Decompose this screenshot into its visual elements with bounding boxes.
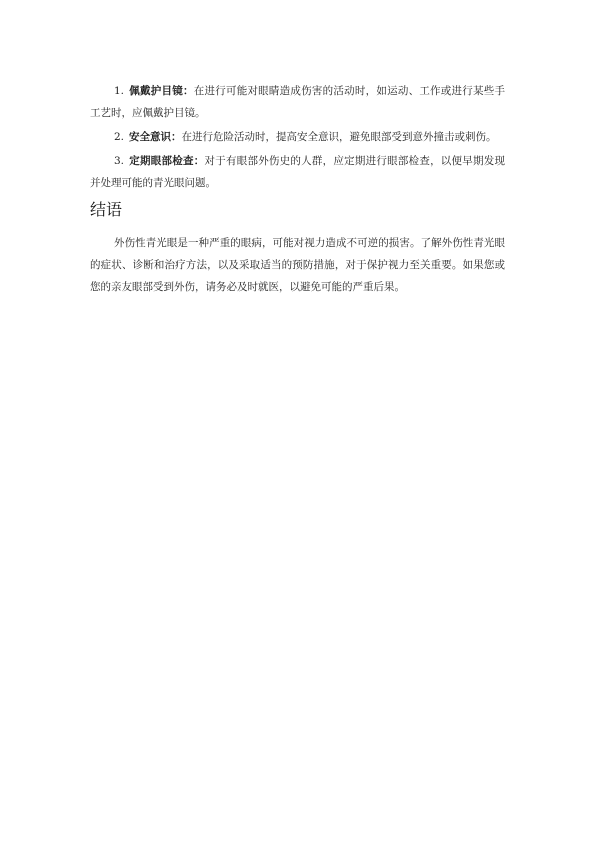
- list-item-term: 定期眼部检查: [129, 155, 194, 167]
- list-item-separator: ：: [171, 131, 182, 143]
- list-item-text: 对于有眼部外伤史的人群，应定期进行眼部检查，以便早期发现并处理可能的青光眼问题。: [90, 155, 506, 189]
- list-item-text: 在进行危险活动时，提高安全意识，避免眼部受到意外撞击或刺伤。: [181, 131, 497, 143]
- conclusion-heading: 结语: [90, 200, 123, 219]
- list-item-separator: ：: [182, 85, 194, 97]
- list-item-number: 2.: [114, 131, 125, 143]
- list-item-number: 1.: [114, 85, 125, 97]
- list-item-number: 3.: [114, 155, 125, 167]
- list-item-regular-checkup: [90, 150, 505, 194]
- list-item-term: 安全意识: [129, 131, 172, 143]
- list-item-separator: ：: [193, 155, 205, 167]
- list-item-goggles: [90, 80, 505, 124]
- list-item-safety-awareness: [90, 126, 505, 148]
- document-content: [90, 80, 505, 298]
- conclusion-paragraph: 外伤性青光眼是一种严重的眼病，可能对视力造成不可逆的损害。了解外伤性青光眼的症状、诊断和治疗方法，以及采取适当的预防措施，对于保护视力至关重要。如果您或您的亲友眼部受到外伤，请务必及时就医，以避免可能的严重后果。: [90, 237, 505, 293]
- list-item-term: 佩戴护目镜: [129, 85, 183, 97]
- list-item-text: 在进行可能对眼睛造成伤害的活动时，如运动、工作或进行某些手工艺时，应佩戴护目镜。: [90, 85, 506, 119]
